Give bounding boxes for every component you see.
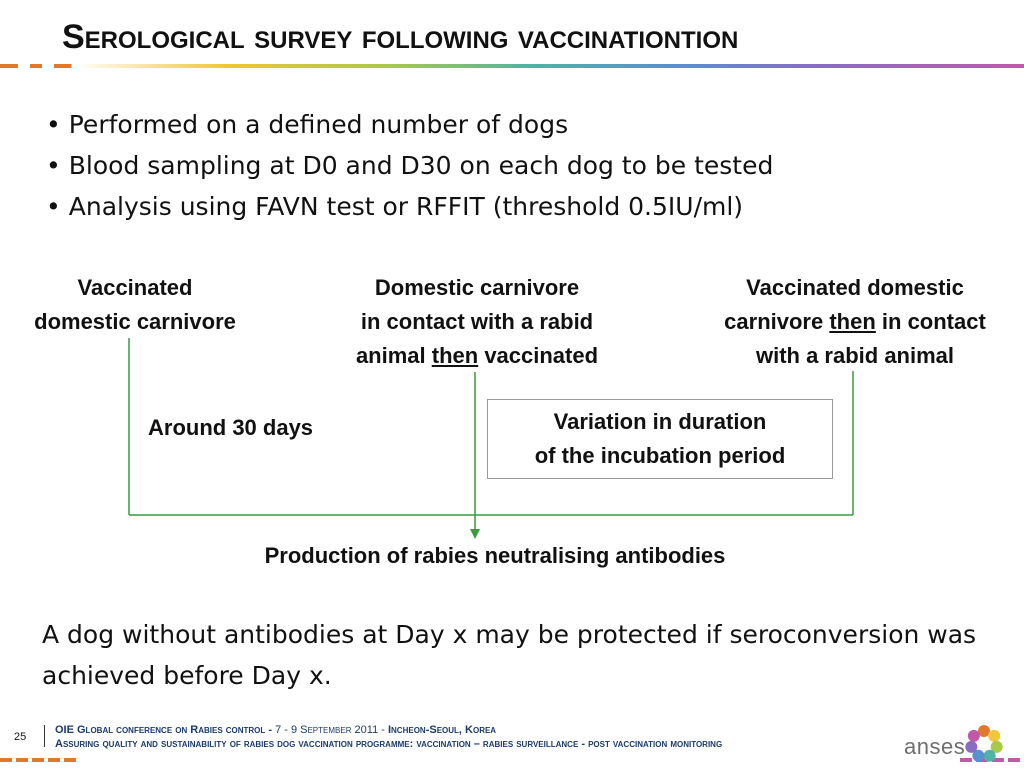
branch-vaccinated-then-contact-label: Vaccinated domestic carnivore then in contact with a rabid animal [724,275,986,368]
slide-title: Serological survey following vaccinationtion [62,18,739,56]
logo-petal [988,730,1000,742]
anses-logo [904,728,1008,768]
bullet-item: • Blood sampling at D0 and D30 on each dog to be tested [46,145,773,186]
logo-flower-icon [962,722,1006,766]
footer-rule-left [0,758,80,762]
conclusion-text: A dog without antibodies at Day x may be protected if seroconversion was achieved before Day x. [42,620,977,690]
bullet-item: • Analysis using FAVN test or RFFIT (threshold 0.5IU/ml) [46,186,773,227]
footer-programme-line: Assuring quality and sustainability of rabies dog vaccination programme: vaccination – rabies surveillance - post vaccination monitoring [55,738,723,750]
branch-contact-then-vaccinated-label: Domestic carnivore in contact with a rabid animal then vaccinated [355,275,599,368]
logo-wordmark: anses [904,734,966,759]
emphasis-then: then [829,309,876,334]
branch-vaccinated-label: Vaccinated domestic carnivore [34,275,236,334]
outcome-label: Production of rabies neutralising antibodies [264,543,726,568]
logo-petal [968,730,980,742]
bullet-item: • Performed on a defined number of dogs [46,104,773,145]
page-number: 25 [14,731,27,743]
variation-box: Variation in duration of the incubation period [487,399,833,479]
interval-label: Around 30 days [148,415,314,440]
emphasis-then: then [431,343,479,368]
footer-conference-line: OIE Global conference on Rabies control - 7 - 9 September 2011 - Incheon-Seoul, Korea [55,724,497,736]
footer-divider [44,725,45,747]
logo-petal [984,750,996,762]
logo-petal [965,741,977,753]
logo-petal [978,725,990,737]
